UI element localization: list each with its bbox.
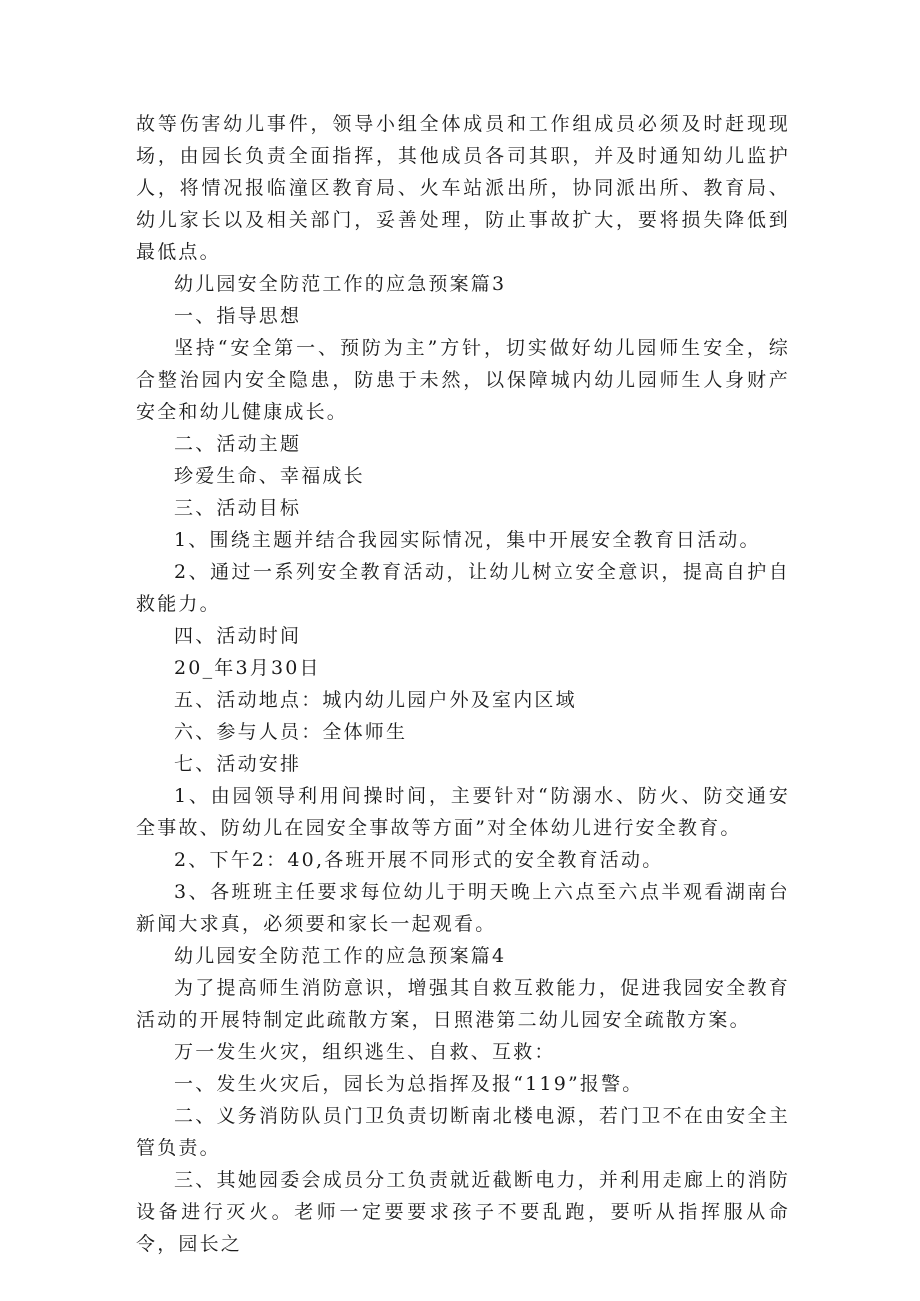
heading-guiding-thought: 一、指导思想 bbox=[174, 305, 302, 327]
paragraph-fire-escape: 万一发生火灾，组织逃生、自救、互救： bbox=[174, 1041, 556, 1063]
paragraph-guiding-thought: 坚持“安全第一、预防为主”方针，切实做好幼儿园师生安全，综合整治园内安全隐患，防患于未然，以保障城内幼儿园师生人身财产安全和幼儿健康成长。 bbox=[136, 337, 790, 423]
activity-participants: 六、参与人员：全体师生 bbox=[174, 721, 408, 743]
paragraph-activity-theme: 珍爱生命、幸福成长 bbox=[174, 465, 365, 487]
arrangement-item-1: 1、由园领导利用间操时间，主要针对“防溺水、防火、防交通安全事故、防幼儿在园安全事故等方面”对全体幼儿进行安全教育。 bbox=[136, 785, 790, 839]
document-body bbox=[136, 108, 790, 1260]
fire-step-1: 一、发生火灾后，园长为总指挥及报“119”报警。 bbox=[174, 1073, 644, 1095]
heading-activity-arrangement: 七、活动安排 bbox=[174, 753, 302, 775]
heading-activity-time: 四、活动时间 bbox=[174, 625, 302, 647]
activity-date: 20_年3月30日 bbox=[174, 657, 321, 679]
paragraph-fire-drill-intro: 为了提高师生消防意识，增强其自救互救能力，促进我园安全教育活动的开展特制定此疏散方案，日照港第二幼儿园安全疏散方案。 bbox=[136, 977, 790, 1031]
goal-item-1: 1、围绕主题并结合我园实际情况，集中开展安全教育日活动。 bbox=[174, 529, 761, 551]
heading-activity-goals: 三、活动目标 bbox=[174, 497, 302, 519]
heading-activity-theme: 二、活动主题 bbox=[174, 433, 302, 455]
arrangement-item-3: 3、各班班主任要求每位幼儿于明天晚上六点至六点半观看湖南台新闻大求真，必须要和家长一起观看。 bbox=[136, 881, 790, 935]
paragraph-incident-handling: 故等伤害幼儿事件，领导小组全体成员和工作组成员必须及时赶现现场，由园长负责全面指挥，其他成员各司其职，并及时通知幼儿监护人，将情况报临潼区教育局、火车站派出所，协同派出所、教育局、幼儿家长以及相关部门，妥善处理，防止事故扩大，要将损失降低到最低点。 bbox=[136, 113, 790, 263]
fire-step-2: 二、义务消防队员门卫负责切断南北楼电源，若门卫不在由安全主管负责。 bbox=[136, 1105, 790, 1159]
fire-step-3: 三、其她园委会成员分工负责就近截断电力，并利用走廊上的消防设备进行灭火。老师一定要要求孩子不要乱跑，要听从指挥服从命令，园长之 bbox=[136, 1169, 790, 1255]
activity-location: 五、活动地点：城内幼儿园户外及室内区域 bbox=[174, 689, 577, 711]
goal-item-2: 2、通过一系列安全教育活动，让幼儿树立安全意识，提高自护自救能力。 bbox=[136, 561, 790, 615]
arrangement-item-2: 2、下午2：40,各班开展不同形式的安全教育活动。 bbox=[174, 849, 664, 871]
section-title-part4: 幼儿园安全防范工作的应急预案篇4 bbox=[174, 945, 507, 967]
section-title-part3: 幼儿园安全防范工作的应急预案篇3 bbox=[174, 273, 507, 295]
